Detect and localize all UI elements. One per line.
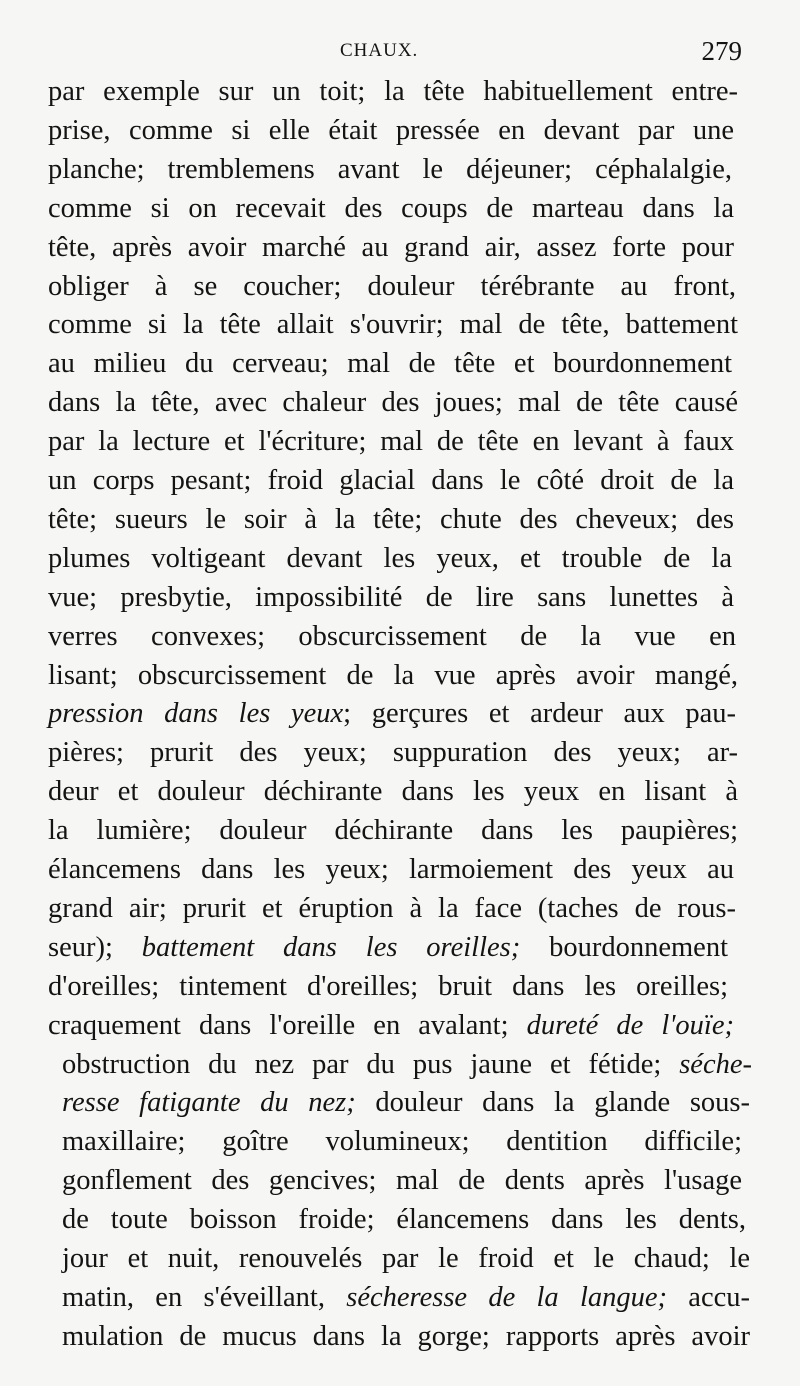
text-span: pières; prurit des yeux; suppuration des yeux; ar-: [48, 737, 738, 769]
text-span: d'oreilles; tintement d'oreilles; bruit dans les oreilles;: [48, 970, 728, 1002]
text-line: [48, 618, 736, 657]
text-line: [62, 1123, 742, 1162]
text-line: [48, 229, 734, 268]
text-line: [62, 1201, 746, 1240]
text-line: [48, 384, 738, 423]
text-span: un corps pesant; froid glacial dans le côté droit de la: [48, 465, 734, 496]
text-span: obliger à se coucher; douleur térébrante au front,: [48, 270, 736, 302]
text-span: comme si on recevait des coups de marteau dans la: [48, 192, 734, 224]
text-span: obstruction du nez par du pus jaune et fétide;: [62, 1048, 680, 1080]
text-line: [48, 1007, 734, 1046]
text-span: la lumière; douleur déchirante dans les paupières;: [48, 815, 738, 847]
text-span: gonflement des gencives; mal de dents après l'usage: [62, 1165, 742, 1197]
page-number: 279: [701, 36, 742, 66]
text-line: [48, 695, 736, 734]
italic-text: sécheresse de la langue;: [346, 1281, 668, 1313]
text-span: accu-: [667, 1281, 751, 1313]
text-span: maxillaire; goître volumineux; dentition difficile;: [62, 1126, 742, 1158]
text-span: seur);: [48, 931, 142, 963]
text-span: deur et douleur déchirante dans les yeux en lisant à: [48, 776, 738, 808]
italic-text: pression dans les yeux: [48, 698, 344, 730]
text-line: [48, 734, 738, 773]
text-span: plumes voltigeant devant les yeux, et trouble de la: [48, 542, 732, 574]
text-span: prise, comme si elle était pressée en devant par une: [48, 114, 734, 146]
text-line: [48, 773, 738, 812]
text-span: par la lecture et l'écriture; mal de tête en levant à faux: [48, 426, 734, 458]
text-line: [48, 190, 734, 229]
text-span: bourdonnement: [520, 931, 728, 963]
text-span: lisant; obscurcissement de la vue après avoir mangé,: [48, 659, 738, 691]
text-line: [48, 306, 738, 345]
text-span: par exemple sur un toit; la tête habituellement entre-: [48, 76, 738, 107]
page-header: [0, 34, 800, 74]
text-span: tête, après avoir marché au grand air, assez forte pour: [48, 231, 734, 263]
text-span: comme si la tête allait s'ouvrir; mal de tête, battement: [48, 309, 738, 341]
text-line: [48, 268, 736, 307]
text-line: [62, 1162, 742, 1201]
text-span: vue; presbytie, impossibilité de lire sans lunettes à: [48, 581, 734, 613]
text-line: [48, 112, 734, 151]
text-span: jour et nuit, renouvelés par le froid et le chaud; le: [62, 1243, 750, 1274]
text-line: [48, 462, 734, 501]
text-span: verres convexes; obscurcissement de la vue en: [48, 620, 736, 652]
text-span: grand air; prurit et éruption à la face (taches de rous-: [48, 892, 736, 924]
text-line: [48, 657, 738, 696]
text-line: [48, 345, 732, 384]
text-span: douleur dans la glande sous-: [355, 1087, 750, 1119]
italic-text: battement dans les oreilles;: [141, 931, 521, 963]
text-line: [48, 151, 732, 190]
text-span: matin, en s'éveillant,: [62, 1281, 347, 1313]
text-line: [48, 968, 728, 1007]
text-line: [62, 1084, 750, 1123]
text-line: [62, 1279, 750, 1318]
text-line: [48, 73, 738, 112]
text-line: [48, 423, 734, 462]
text-line: [48, 929, 728, 968]
running-head: CHAUX.: [340, 40, 419, 61]
text-line: [48, 540, 732, 579]
text-line: [48, 812, 738, 851]
text-line: [62, 1046, 752, 1085]
text-span: craquement dans l'oreille en avalant;: [48, 1009, 527, 1041]
text-span: de toute boisson froide; élancemens dans les dents,: [62, 1204, 746, 1236]
text-line: [62, 1240, 750, 1279]
text-span: tête; sueurs le soir à la tête; chute des cheveux; des: [48, 503, 734, 535]
text-span: planche; tremblemens avant le déjeuner; céphalalgie,: [48, 153, 732, 185]
italic-text: resse fatigante du nez;: [62, 1087, 356, 1119]
text-span: élancemens dans les yeux; larmoiement des yeux au: [48, 854, 734, 885]
text-line: [48, 501, 734, 540]
text-line: [62, 1318, 750, 1357]
text-line: [48, 579, 734, 618]
text-line: [48, 890, 736, 929]
text-span: au milieu du cerveau; mal de tête et bourdonnement: [48, 348, 732, 380]
text-line: [48, 851, 734, 890]
text-span: dans la tête, avec chaleur des joues; mal de tête causé: [48, 387, 738, 419]
italic-text: séche-: [679, 1048, 752, 1080]
italic-text: dureté de l'ouïe;: [526, 1009, 734, 1041]
text-span: mulation de mucus dans la gorge; rapports après avoir: [62, 1320, 750, 1352]
text-span: ; gerçures et ardeur aux pau-: [343, 698, 736, 730]
